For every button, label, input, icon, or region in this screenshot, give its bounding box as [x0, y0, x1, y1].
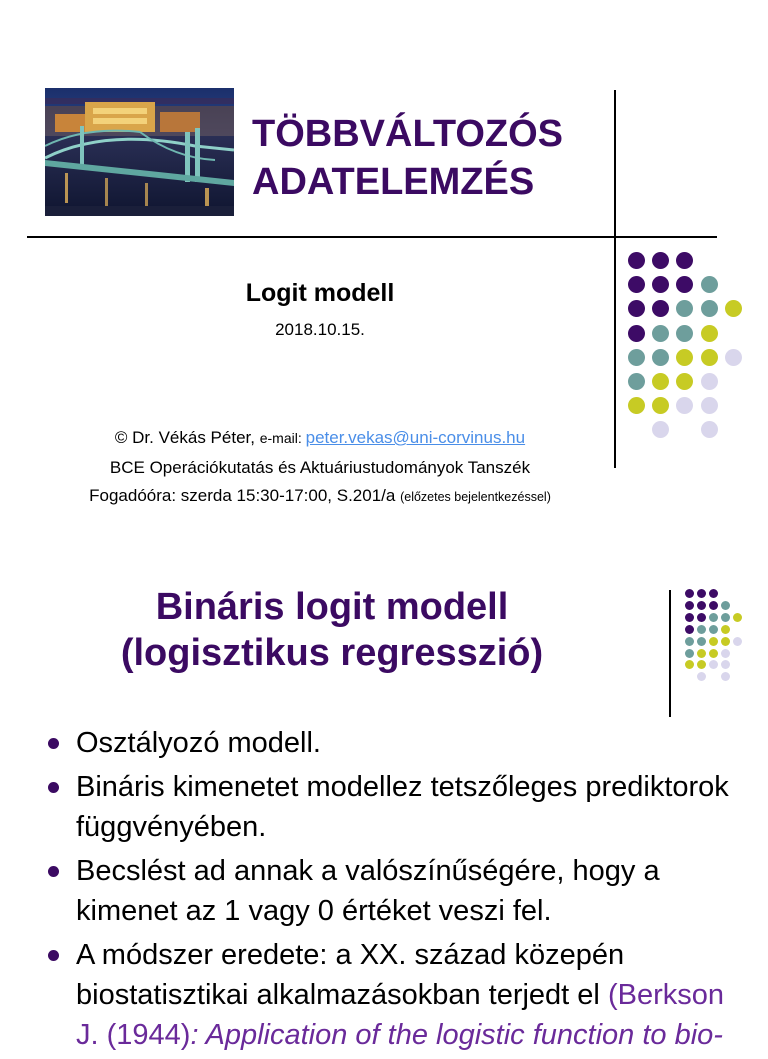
dot-icon [721, 613, 730, 622]
dot-icon [709, 625, 718, 634]
bullet-icon [48, 782, 59, 793]
slide-subtitle: Logit modell [245, 279, 395, 307]
dot-icon [676, 276, 693, 293]
dot-icon [652, 373, 669, 390]
email-link[interactable]: peter.vekas@uni-corvinus.hu [305, 428, 526, 447]
dot-icon [652, 276, 669, 293]
dot-icon [628, 325, 645, 342]
dot-icon [701, 397, 718, 414]
dot-icon [685, 601, 694, 610]
dot-icon [701, 421, 718, 438]
content-title [0, 584, 664, 676]
dot-icon [676, 300, 693, 317]
dot-icon [685, 660, 694, 669]
dot-icon [697, 672, 706, 681]
list-item: Osztályozó modell. [48, 723, 748, 763]
dot-icon [676, 397, 693, 414]
list-item: Bináris kimenetet modellez tetszőleges prediktorok függvényében. [48, 767, 748, 847]
dot-icon [697, 601, 706, 610]
dot-icon [628, 373, 645, 390]
author-line [0, 428, 640, 448]
content-slide [0, 540, 768, 1051]
dot-icon [685, 637, 694, 646]
dot-icon [701, 300, 718, 317]
dot-icon [721, 625, 730, 634]
dot-icon [725, 300, 742, 317]
main-title [252, 110, 563, 206]
dot-icon [685, 589, 694, 598]
dot-icon [685, 613, 694, 622]
dot-icon [652, 397, 669, 414]
list-item: Becslést ad annak a valószínűségére, hogy a kimenet az 1 vagy 0 értéket veszi fel. [48, 851, 748, 931]
dot-icon [721, 601, 730, 610]
liberty-bridge-photo [45, 88, 234, 216]
dot-icon [628, 252, 645, 269]
office-hours: Fogadóóra: szerda 15:30-17:00, S.201/a [89, 486, 401, 505]
bullet-icon [48, 950, 59, 961]
dot-icon [709, 649, 718, 658]
dot-icon [676, 252, 693, 269]
vertical-divider [669, 590, 671, 717]
dot-icon [676, 373, 693, 390]
dot-icon [652, 300, 669, 317]
dot-icon [628, 276, 645, 293]
office-hours-line [0, 486, 640, 506]
dot-icon [697, 637, 706, 646]
dot-icon [628, 397, 645, 414]
dot-icon [652, 325, 669, 342]
department-line: BCE Operációkutatás és Aktuáriustudományok Tanszék [109, 458, 531, 477]
dot-icon [676, 325, 693, 342]
dot-icon [709, 601, 718, 610]
horizontal-divider [27, 236, 717, 238]
content-title-line1: Bináris logit modell [155, 586, 509, 628]
list-item: A módszer eredete: a XX. század közepén biostatisztikai alkalmazásokban terjedt el (Berkson J. (1944): Application of the logistic function to bio- [48, 935, 748, 1055]
dot-icon [701, 276, 718, 293]
dot-icon [652, 252, 669, 269]
dot-icon [697, 613, 706, 622]
dot-icon [628, 300, 645, 317]
dot-icon [701, 325, 718, 342]
dot-icon [709, 660, 718, 669]
bullet-icon [48, 866, 59, 877]
dot-icon [721, 637, 730, 646]
dot-icon [652, 349, 669, 366]
dot-icon [652, 421, 669, 438]
slide-date: 2018.10.15. [275, 320, 365, 339]
dot-icon [733, 613, 742, 622]
content-title-line2: (logisztikus regresszió) [120, 632, 544, 674]
email-label: e-mail: [259, 430, 306, 446]
dot-icon [685, 625, 694, 634]
dot-icon [709, 613, 718, 622]
dot-icon [701, 349, 718, 366]
main-title-line2: ADATELEMZÉS [252, 161, 535, 203]
office-hours-note: (előzetes bejelentkezéssel) [400, 490, 551, 504]
dot-icon [697, 660, 706, 669]
citation-title: : Application of the logistic function to bio- [190, 1019, 723, 1051]
dot-icon [685, 649, 694, 658]
bullet-list [48, 723, 748, 1059]
author-name: © Dr. Vékás Péter, [114, 428, 260, 447]
dot-icon [697, 649, 706, 658]
dot-icon [697, 589, 706, 598]
bullet-icon [48, 738, 59, 749]
dot-icon [697, 625, 706, 634]
dot-icon [725, 349, 742, 366]
dot-icon [709, 589, 718, 598]
dot-icon [721, 660, 730, 669]
dot-icon [709, 637, 718, 646]
main-title-line1: TÖBBVÁLTOZÓS [252, 113, 564, 155]
dot-icon [628, 349, 645, 366]
dot-icon [721, 649, 730, 658]
dot-icon [701, 373, 718, 390]
dot-icon [733, 637, 742, 646]
dot-icon [676, 349, 693, 366]
citation-author: (Berkson J. (1944) [76, 979, 724, 1051]
dot-icon [721, 672, 730, 681]
